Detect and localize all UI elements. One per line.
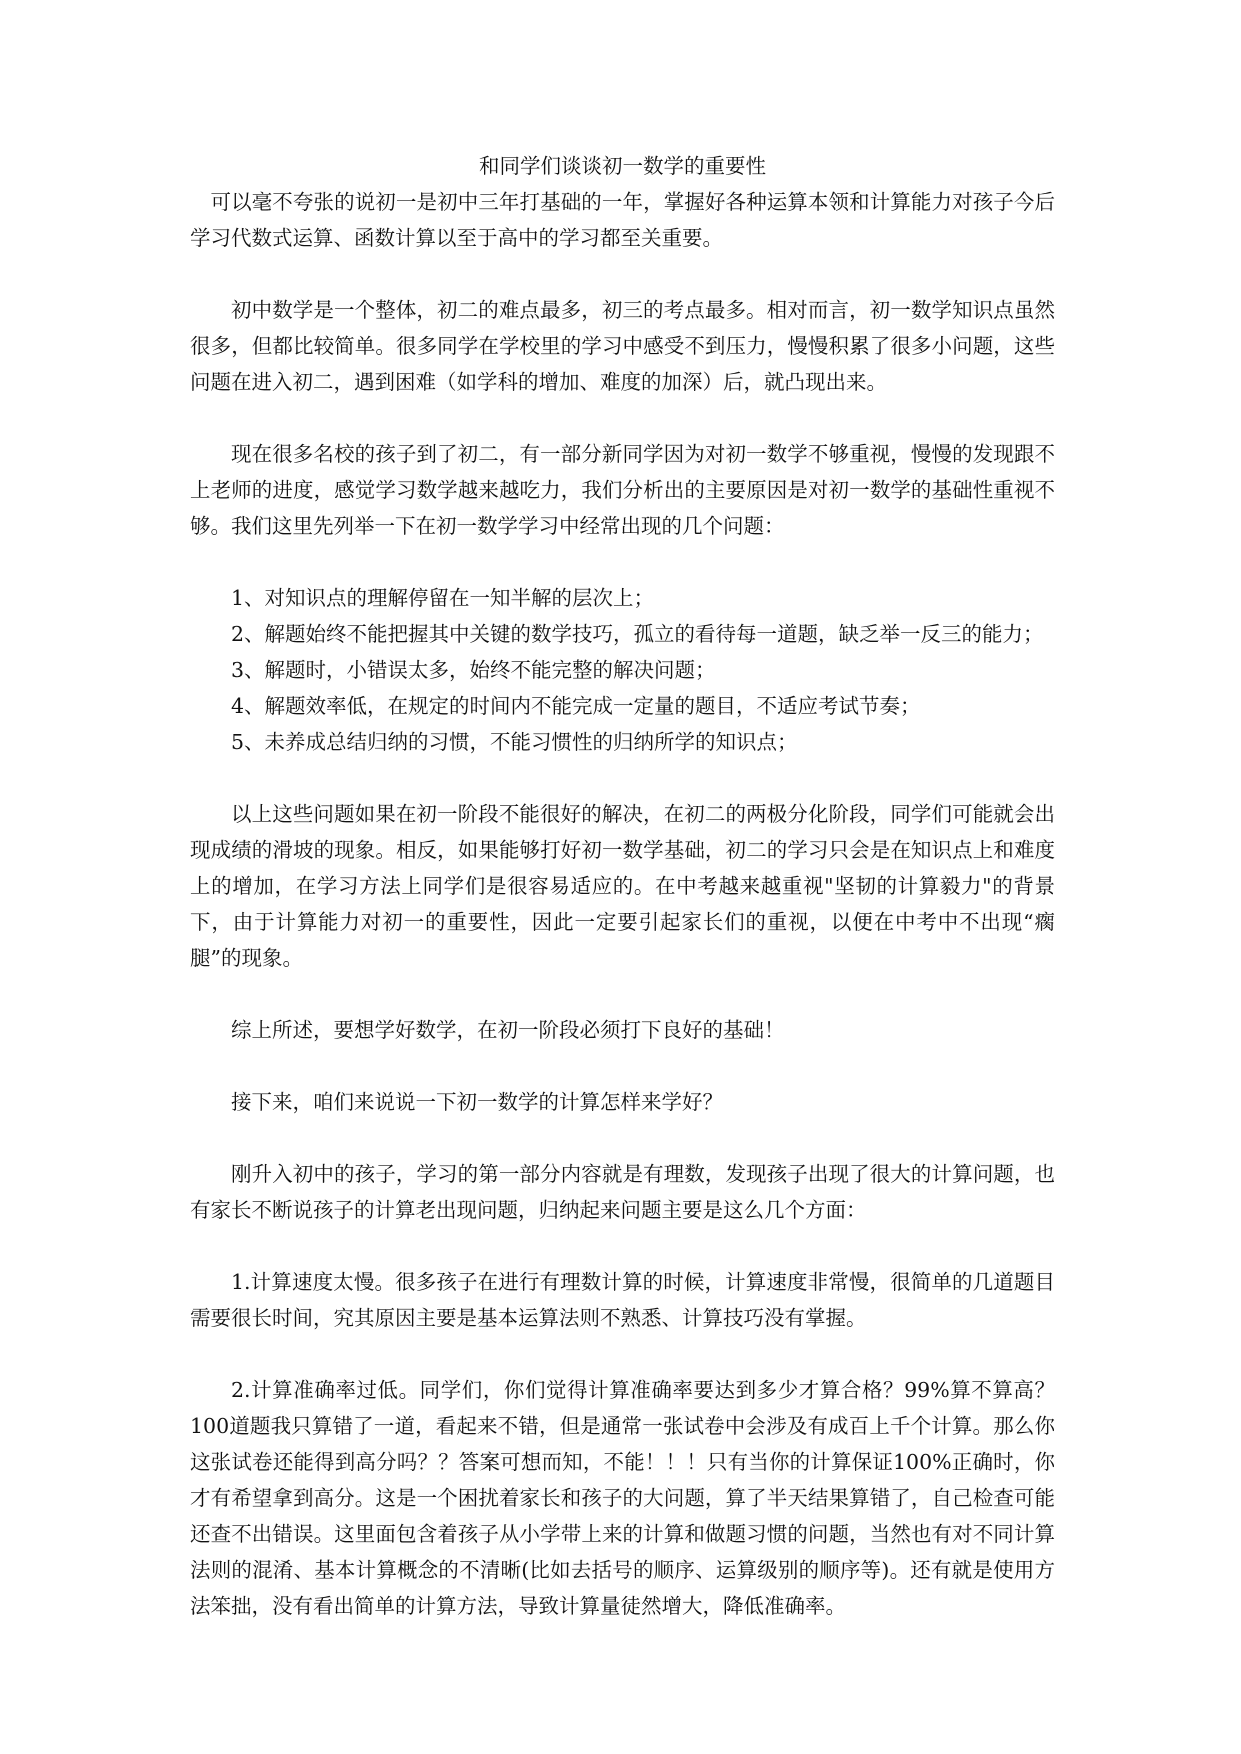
paragraph-overview: 初中数学是一个整体，初二的难点最多，初三的考点最多。相对而言，初一数学知识点虽然很多，但都比较简单。很多同学在学校里的学习中感受不到压力，慢慢积累了很多小问题，这些问题在进入初二，遇到困难（如学科的增加、难度的加深）后，就凸现出来。 bbox=[190, 298, 1055, 394]
list-item: 1、对知识点的理解停留在一知半解的层次上； bbox=[231, 586, 655, 610]
paragraph-point-speed: 1.计算速度太慢。很多孩子在进行有理数计算的时候，计算速度非常慢，很简单的几道题目需要很长时间，究其原因主要是基本运算法则不熟悉、计算技巧没有掌握。 bbox=[190, 1270, 1055, 1330]
list-item: 4、解题效率低，在规定的时间内不能完成一定量的题目，不适应考试节奏； bbox=[231, 694, 921, 718]
paragraph-calc-problems: 刚升入初中的孩子，学习的第一部分内容就是有理数，发现孩子出现了很大的计算问题，也有家长不断说孩子的计算老出现问题，归纳起来问题主要是这么几个方面： bbox=[190, 1162, 1055, 1222]
paragraph-consequences: 以上这些问题如果在初一阶段不能很好的解决，在初二的两极分化阶段，同学们可能就会出现成绩的滑坡的现象。相反，如果能够打好初一数学基础，初二的学习只会是在知识点上和难度上的增加，在学习方法上同学们是很容易适应的。在中考越来越重视"坚韧的计算毅力"的背景下，由于计算能力对初一的重要性，因此一定要引起家长们的重视，以便在中考中不出现“瘸腿”的现象。 bbox=[190, 802, 1055, 970]
list-item: 2、解题始终不能把握其中关键的数学技巧，孤立的看待每一道题，缺乏举一反三的能力； bbox=[231, 622, 1044, 646]
paragraph-next-topic: 接下来，咱们来说说一下初一数学的计算怎样来学好？ bbox=[231, 1090, 723, 1114]
document-title: 和同学们谈谈初一数学的重要性 bbox=[479, 154, 766, 178]
list-item: 5、未养成总结归纳的习惯，不能习惯性的归纳所学的知识点； bbox=[231, 730, 798, 754]
list-item: 3、解题时，小错误太多，始终不能完整的解决问题； bbox=[231, 658, 716, 682]
paragraph-summary: 综上所述，要想学好数学，在初一阶段必须打下良好的基础！ bbox=[231, 1018, 785, 1042]
document-page bbox=[190, 148, 1055, 1624]
intro-paragraph: 可以毫不夸张的说初一是初中三年打基础的一年，掌握好各种运算本领和计算能力对孩子今后学习代数式运算、函数计算以至于高中的学习都至关重要。 bbox=[190, 190, 1055, 250]
paragraph-point-accuracy: 2.计算准确率过低。同学们，你们觉得计算准确率要达到多少才算合格？99%算不算高？100道题我只算错了一道，看起来不错，但是通常一张试卷中会涉及有成百上千个计算。那么你这张试卷还能得到高分吗？？答案可想而知，不能！！！只有当你的计算保证100%正确时，你才有希望拿到高分。这是一个困扰着家长和孩子的大问题，算了半天结果算错了，自己检查可能还查不出错误。这里面包含着孩子从小学带上来的计算和做题习惯的问题，当然也有对不同计算法则的混淆、基本计算概念的不清晰(比如去括号的顺序、运算级别的顺序等)。还有就是使用方法笨拙，没有看出简单的计算方法，导致计算量徒然增大，降低准确率。 bbox=[190, 1378, 1055, 1618]
paragraph-problems-intro: 现在很多名校的孩子到了初二，有一部分新同学因为对初一数学不够重视，慢慢的发现跟不上老师的进度，感觉学习数学越来越吃力，我们分析出的主要原因是对初一数学的基础性重视不够。我们这里先列举一下在初一数学学习中经常出现的几个问题： bbox=[190, 442, 1055, 538]
problem-list bbox=[190, 580, 1055, 760]
